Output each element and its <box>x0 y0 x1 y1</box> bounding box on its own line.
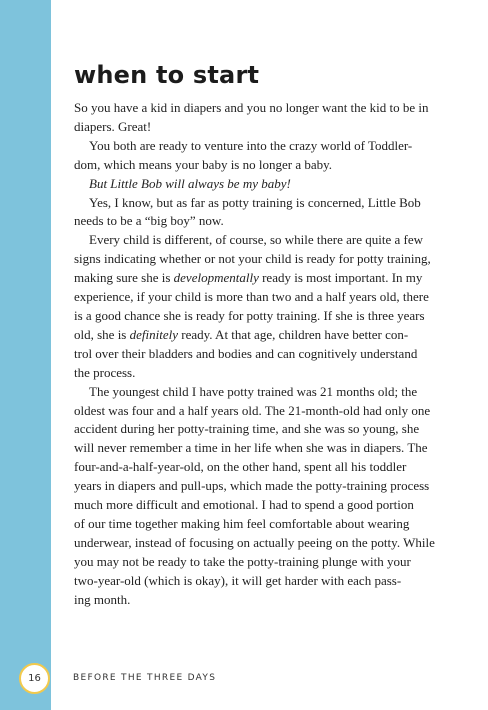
text-line: needs to be a “big boy” now. <box>74 213 224 229</box>
text-line: dom, which means your baby is no longer a baby. <box>74 156 333 172</box>
text-line: four-and-a-half-year-old, on the other hand, spent all his toddler <box>74 459 407 475</box>
page-number-badge <box>19 663 50 694</box>
text-segment: making sure she is <box>74 270 174 286</box>
text-line: You both are ready to venture into the crazy world of Toddler- <box>89 137 413 153</box>
emphasis-developmentally: developmentally <box>173 270 259 286</box>
text-line: ing month. <box>74 591 131 607</box>
text-line: much more difficult and emotional. I had to spend a good portion <box>74 497 414 513</box>
text-line: you may not be ready to take the potty-training plunge with your <box>74 553 411 569</box>
text-line: Yes, I know, but as far as potty training is concerned, Little Bob <box>89 194 421 210</box>
text-line: accident during her potty-training time, and she was so young, she <box>74 421 420 437</box>
text-line: But Little Bob will always be my baby! <box>89 175 291 191</box>
text-line <box>74 326 414 345</box>
text-line: signs indicating whether or not your child is ready for potty training, <box>74 251 431 267</box>
running-footer: BEFORE THE THREE DAYS <box>73 673 217 683</box>
text-line: The youngest child I have potty trained was 21 months old; the <box>89 383 418 399</box>
text-line: will never remember a time in her life when she was in diapers. The <box>74 440 428 456</box>
text-line: is a good chance she is ready for potty training. If she is three years <box>74 307 425 323</box>
text-segment: old, she is <box>74 326 130 342</box>
section-title: when to start <box>74 61 260 89</box>
side-color-band <box>0 0 51 710</box>
text-line: So you have a kid in diapers and you no longer want the kid to be in <box>74 100 429 115</box>
text-line: underwear, instead of focusing on actually peeing on the potty. While <box>74 534 435 550</box>
text-line: diapers. Great! <box>74 118 152 134</box>
text-segment: ready is most important. In my <box>258 270 423 286</box>
text-line: years in diapers and pull-ups, which made the potty-training process <box>74 478 430 494</box>
text-line: of our time together making him feel comfortable about wearing <box>74 515 410 531</box>
text-line: the process. <box>74 364 136 380</box>
text-line <box>74 269 423 288</box>
text-line: Every child is different, of course, so while there are quite a few <box>89 232 424 248</box>
text-line: trol over their bladders and bodies and can cognitively understand <box>74 345 418 361</box>
page-number: 16 <box>28 673 41 684</box>
body-text <box>74 99 435 609</box>
text-line: two-year-old (which is okay), it will get harder with each pass- <box>74 572 402 588</box>
emphasis-definitely: definitely <box>129 326 178 342</box>
text-line: oldest was four and a half years old. The 21-month-old had only one <box>74 402 431 418</box>
text-line: experience, if your child is more than two and a half years old, there <box>74 289 429 305</box>
text-segment: ready. At that age, children have better con- <box>178 326 409 342</box>
